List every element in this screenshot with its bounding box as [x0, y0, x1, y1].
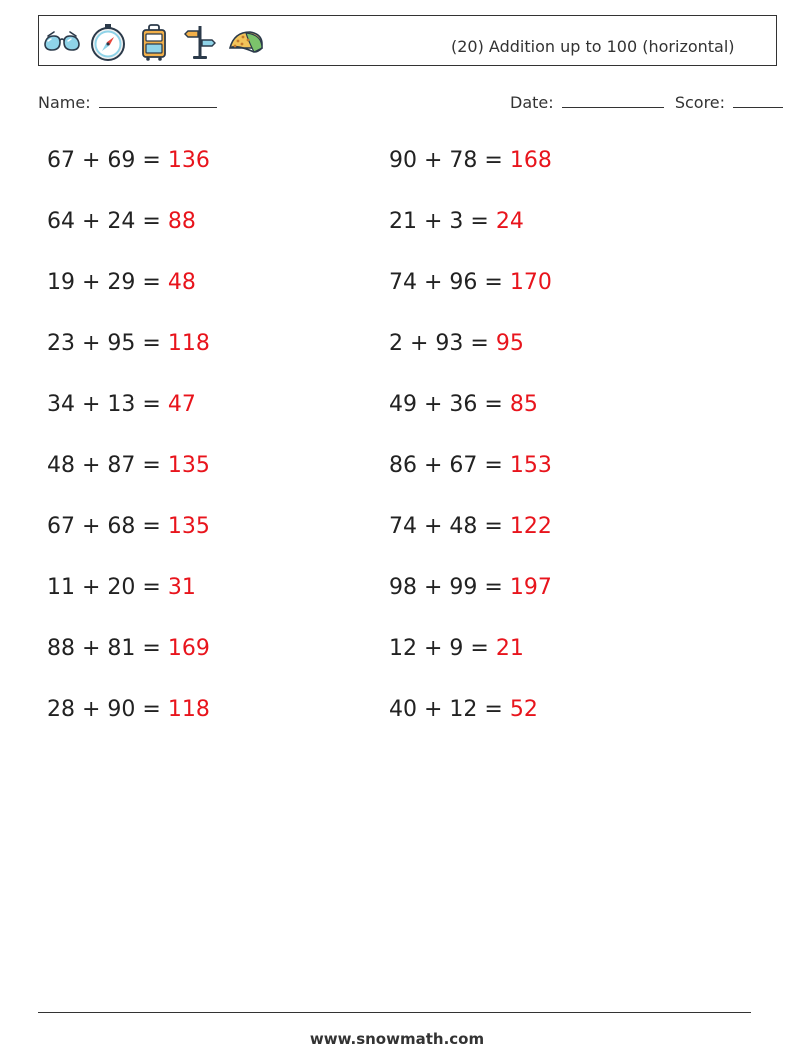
problem-left-8 [47, 575, 196, 600]
problem-question: 11 + 20 = [47, 575, 168, 600]
problem-right-7 [389, 514, 552, 539]
problem-answer: 168 [509, 148, 552, 173]
problem-question: 40 + 12 = [389, 697, 510, 722]
problem-answer: 169 [167, 636, 210, 661]
problem-left-1 [47, 148, 210, 173]
problem-answer: 88 [167, 209, 196, 234]
problem-left-3 [47, 270, 196, 295]
problem-right-9 [389, 636, 524, 661]
problem-question: 2 + 93 = [389, 331, 496, 356]
problem-question: 48 + 87 = [47, 453, 168, 478]
problem-answer: 118 [167, 331, 210, 356]
problem-right-2 [389, 209, 524, 234]
problem-answer: 153 [509, 453, 552, 478]
problem-left-9 [47, 636, 210, 661]
footer-site: www.snowmath.com [309, 1030, 485, 1048]
problem-question: 67 + 68 = [47, 514, 168, 539]
problem-left-6 [47, 453, 210, 478]
problem-answer: 135 [167, 514, 210, 539]
problem-question: 12 + 9 = [389, 636, 496, 661]
problem-right-1 [389, 148, 552, 173]
problem-left-4 [47, 331, 210, 356]
problem-answer: 118 [167, 697, 210, 722]
problem-right-6 [389, 453, 552, 478]
problem-right-5 [389, 392, 538, 417]
problem-answer: 85 [509, 392, 538, 417]
problem-question: 98 + 99 = [389, 575, 510, 600]
problem-left-10 [47, 697, 210, 722]
problem-left-7 [47, 514, 210, 539]
date-label: Date: [510, 93, 554, 112]
footer-divider [38, 1012, 751, 1013]
problem-answer: 170 [509, 270, 552, 295]
problem-left-5 [47, 392, 196, 417]
problem-question: 19 + 29 = [47, 270, 168, 295]
problem-answer: 21 [495, 636, 524, 661]
problem-answer: 48 [167, 270, 196, 295]
worksheet-title: (20) Addition up to 100 (horizontal) [451, 37, 735, 56]
problem-answer: 95 [495, 331, 524, 356]
problem-question: 21 + 3 = [389, 209, 496, 234]
problem-question: 34 + 13 = [47, 392, 168, 417]
problem-right-4 [389, 331, 524, 356]
problem-question: 74 + 96 = [389, 270, 510, 295]
problem-question: 64 + 24 = [47, 209, 168, 234]
problem-question: 90 + 78 = [389, 148, 510, 173]
problem-answer: 122 [509, 514, 552, 539]
score-label: Score: [674, 93, 726, 112]
problem-answer: 135 [167, 453, 210, 478]
problem-question: 88 + 81 = [47, 636, 168, 661]
problem-question: 86 + 67 = [389, 453, 510, 478]
problem-question: 67 + 69 = [47, 148, 168, 173]
problem-right-8 [389, 575, 552, 600]
problem-answer: 52 [509, 697, 538, 722]
problem-question: 23 + 95 = [47, 331, 168, 356]
problem-question: 49 + 36 = [389, 392, 510, 417]
name-label: Name: [38, 93, 91, 112]
problem-answer: 47 [167, 392, 196, 417]
problem-answer: 31 [167, 575, 196, 600]
problem-answer: 24 [495, 209, 524, 234]
problem-answer: 197 [509, 575, 552, 600]
problem-right-10 [389, 697, 538, 722]
problem-question: 74 + 48 = [389, 514, 510, 539]
problem-question: 28 + 90 = [47, 697, 168, 722]
problem-right-3 [389, 270, 552, 295]
problem-left-2 [47, 209, 196, 234]
problem-answer: 136 [167, 148, 210, 173]
